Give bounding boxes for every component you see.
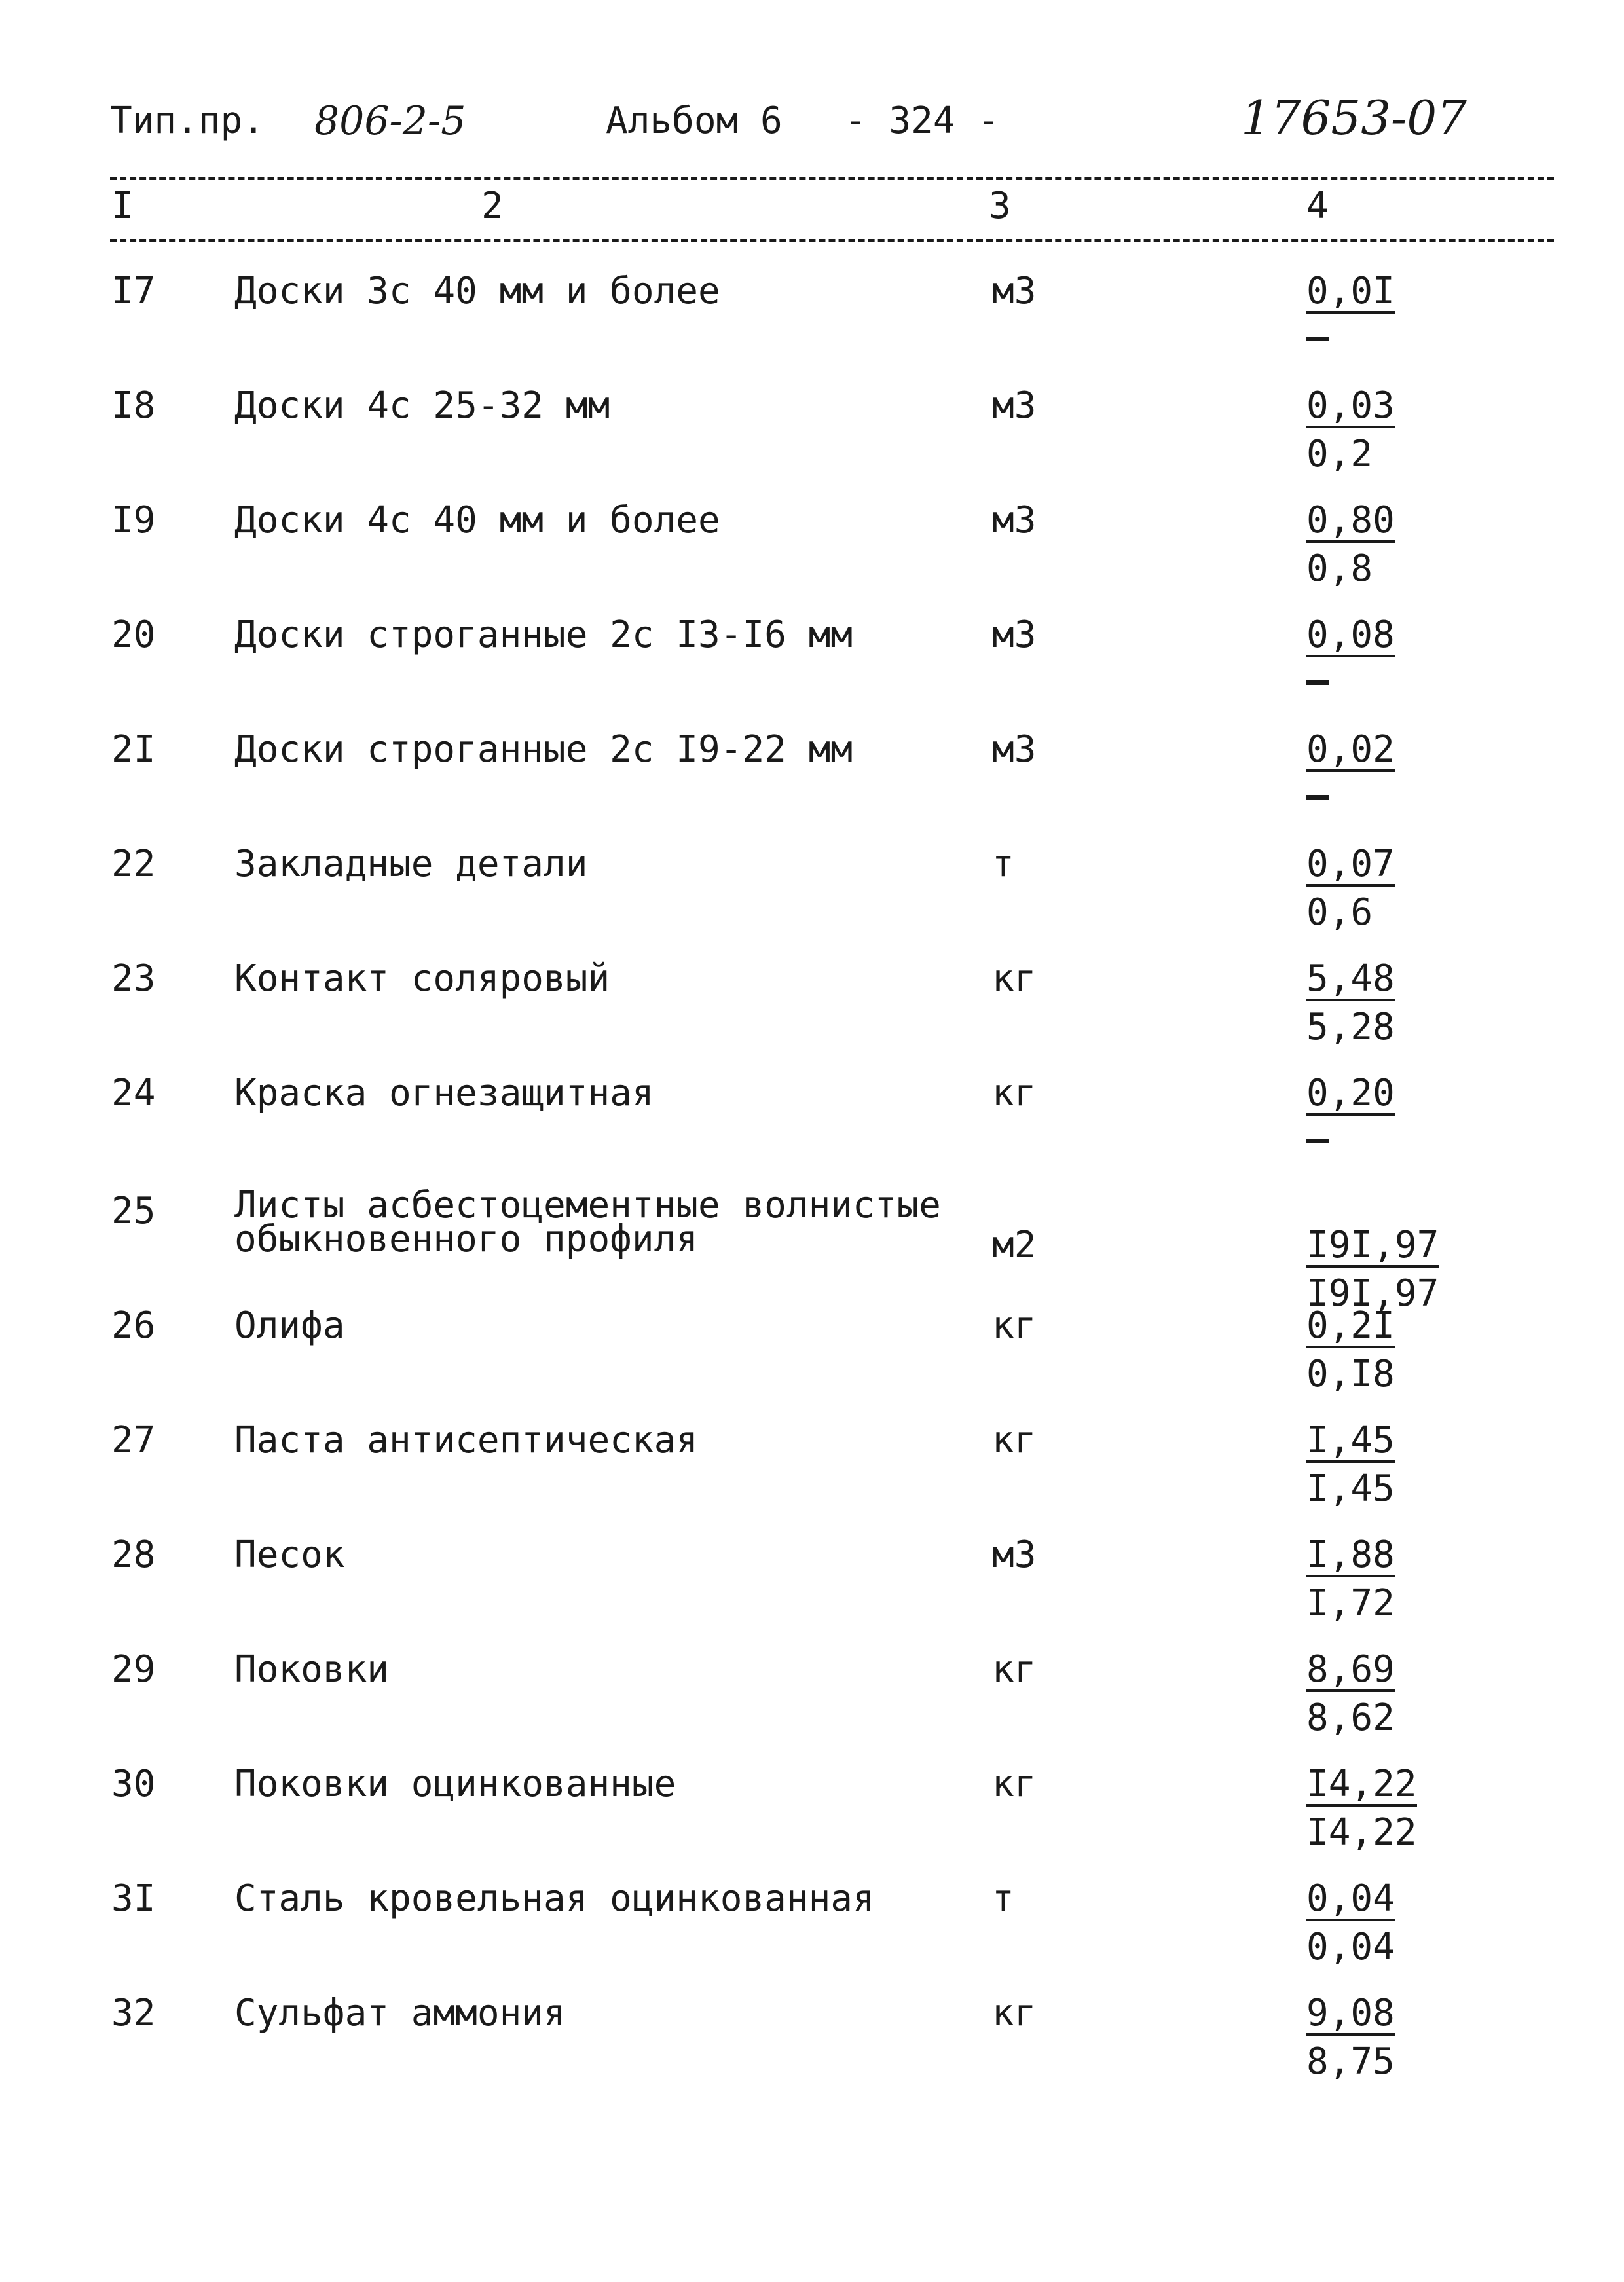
- value-numerator: 0,0I: [1306, 270, 1395, 312]
- value-numerator: I9I,97: [1306, 1224, 1439, 1266]
- row-name: Контакт соляровый: [234, 957, 610, 1000]
- row-name: Сталь кровельная оцинкованная: [234, 1877, 875, 1920]
- value-denominator-dash: [1306, 1139, 1329, 1143]
- value-numerator: I,45: [1306, 1419, 1395, 1462]
- value-numerator: 0,08: [1306, 614, 1395, 656]
- row-number: 24: [111, 1072, 156, 1114]
- value-denominator: I,45: [1306, 1467, 1395, 1510]
- row-value: [1306, 268, 1395, 341]
- row-name: Олифа: [234, 1304, 345, 1347]
- row-value: [1306, 612, 1395, 685]
- row-unit: кг: [992, 1419, 1037, 1462]
- row-name: Краска огнезащитная: [234, 1072, 654, 1114]
- table-row: [0, 1761, 1624, 1873]
- value-denominator: I4,22: [1306, 1811, 1417, 1854]
- row-name: Поковки оцинкованные: [234, 1763, 676, 1805]
- row-name: [234, 1184, 941, 1261]
- row-value: [1306, 841, 1395, 938]
- row-value: [1306, 1647, 1395, 1744]
- row-value: [1306, 1071, 1395, 1143]
- header-rule-top: [110, 177, 1554, 180]
- value-numerator: 8,69: [1306, 1648, 1395, 1691]
- row-unit: кг: [992, 1304, 1037, 1347]
- row-unit: м3: [992, 499, 1037, 542]
- value-numerator: 0,03: [1306, 384, 1395, 427]
- row-number: 29: [111, 1648, 156, 1691]
- table-row: [0, 1876, 1624, 1987]
- table-row: [0, 612, 1624, 724]
- table-row: [0, 268, 1624, 380]
- row-value: [1306, 383, 1395, 480]
- row-unit: м3: [992, 270, 1037, 312]
- row-number: 3I: [111, 1877, 156, 1920]
- value-denominator: 5,28: [1306, 1006, 1395, 1048]
- value-denominator: I,72: [1306, 1582, 1395, 1625]
- row-unit: м3: [992, 728, 1037, 771]
- value-numerator: 0,20: [1306, 1072, 1395, 1114]
- column-header-2: 2: [481, 185, 504, 227]
- value-denominator: 8,75: [1306, 2040, 1395, 2083]
- row-name: Доски 4с 40 мм и более: [234, 499, 720, 542]
- row-value: [1306, 498, 1395, 595]
- row-name: Поковки: [234, 1648, 390, 1691]
- row-unit: м3: [992, 1534, 1037, 1576]
- value-numerator: 0,2I: [1306, 1304, 1395, 1347]
- table-row: [0, 956, 1624, 1067]
- row-unit: м2: [992, 1224, 1037, 1266]
- column-header-4: 4: [1306, 185, 1329, 227]
- row-number: 32: [111, 1992, 156, 2034]
- row-number: I7: [111, 270, 156, 312]
- table-row: [0, 1184, 1624, 1315]
- header-type-label: Тип.пр.: [110, 100, 265, 142]
- row-name: Доски 3с 40 мм и более: [234, 270, 720, 312]
- value-denominator: 8,62: [1306, 1697, 1395, 1739]
- value-numerator: 0,07: [1306, 843, 1395, 885]
- row-value: [1306, 727, 1395, 800]
- row-name: Сульфат аммония: [234, 1992, 566, 2034]
- header-doc-code: 17653-07: [1241, 90, 1467, 145]
- row-name: Паста антисептическая: [234, 1419, 699, 1462]
- row-unit: т: [992, 1877, 1014, 1920]
- row-number: 26: [111, 1304, 156, 1347]
- row-name: Доски строганные 2с I9-22 мм: [234, 728, 853, 771]
- table-row: [0, 1071, 1624, 1182]
- row-number: 2I: [111, 728, 156, 771]
- row-number: 28: [111, 1534, 156, 1576]
- header-album: Альбом 6: [606, 100, 783, 142]
- row-number: 30: [111, 1763, 156, 1805]
- row-unit: м3: [992, 614, 1037, 656]
- row-name-line-1: Листы асбестоцементные волнистые: [234, 1184, 941, 1226]
- row-unit: т: [992, 843, 1014, 885]
- header-page-number: - 324 -: [845, 100, 1000, 142]
- row-value: [1306, 1761, 1417, 1858]
- row-number: 20: [111, 614, 156, 656]
- row-number: I8: [111, 384, 156, 427]
- row-name: Песок: [234, 1534, 345, 1576]
- value-denominator: I9I,97: [1306, 1272, 1439, 1315]
- value-denominator-dash: [1306, 680, 1329, 685]
- value-denominator-dash: [1306, 337, 1329, 341]
- header-rule-bottom: [110, 239, 1554, 242]
- row-value: [1306, 1876, 1395, 1973]
- row-value: [1306, 1418, 1395, 1515]
- row-value: [1306, 1303, 1395, 1400]
- row-unit: кг: [992, 1763, 1037, 1805]
- row-unit: кг: [992, 1992, 1037, 2034]
- value-numerator: 0,04: [1306, 1877, 1395, 1920]
- row-unit: м3: [992, 384, 1037, 427]
- value-numerator: 0,80: [1306, 499, 1395, 542]
- row-unit: кг: [992, 1648, 1037, 1691]
- row-number: 27: [111, 1419, 156, 1462]
- value-numerator: 9,08: [1306, 1992, 1395, 2034]
- row-name: Доски 4с 25-32 мм: [234, 384, 610, 427]
- value-denominator: 0,2: [1306, 433, 1373, 475]
- table-row: [0, 727, 1624, 838]
- value-denominator: 0,8: [1306, 547, 1373, 590]
- value-denominator-dash: [1306, 795, 1329, 800]
- row-number: 23: [111, 957, 156, 1000]
- row-number: I9: [111, 499, 156, 542]
- value-numerator: 5,48: [1306, 957, 1395, 1000]
- table-row: [0, 383, 1624, 494]
- row-name: Закладные детали: [234, 843, 588, 885]
- row-unit: кг: [992, 1072, 1037, 1114]
- row-number: 22: [111, 843, 156, 885]
- value-denominator: 0,04: [1306, 1926, 1395, 1968]
- column-header-3: 3: [989, 185, 1011, 227]
- row-name: Доски строганные 2с I3-I6 мм: [234, 614, 853, 656]
- value-numerator: I4,22: [1306, 1763, 1417, 1805]
- column-header-1: I: [111, 185, 134, 227]
- table-row: [0, 1991, 1624, 2102]
- table-row: [0, 841, 1624, 953]
- table-row: [0, 1532, 1624, 1644]
- table-row: [0, 498, 1624, 609]
- row-number: 25: [111, 1190, 156, 1232]
- value-numerator: 0,02: [1306, 728, 1395, 771]
- row-name-line-2: обыкновенного профиля: [234, 1218, 699, 1261]
- value-numerator: I,88: [1306, 1534, 1395, 1576]
- row-value: [1306, 1991, 1395, 2088]
- value-denominator: 0,6: [1306, 891, 1373, 934]
- table-row: [0, 1303, 1624, 1414]
- header-project-code: 806-2-5: [314, 98, 466, 144]
- row-value: [1306, 1532, 1395, 1629]
- value-denominator: 0,I8: [1306, 1353, 1395, 1395]
- row-value: [1306, 956, 1395, 1053]
- row-unit: кг: [992, 957, 1037, 1000]
- table-row: [0, 1418, 1624, 1529]
- table-row: [0, 1647, 1624, 1758]
